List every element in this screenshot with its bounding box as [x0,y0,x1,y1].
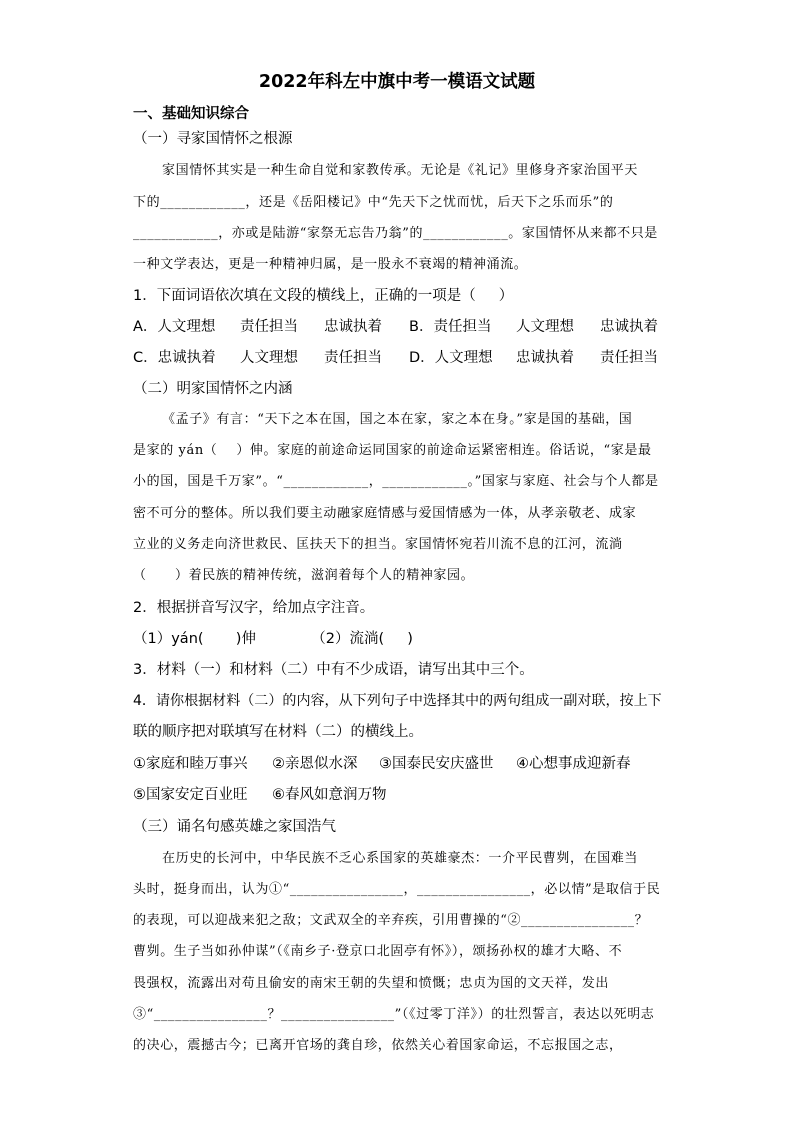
section-heading: 一、基础知识综合 [133,106,249,122]
question-3-stem: 3．材料（一）和材料（二）中有不少成语，请写出其中三个。 [133,662,534,678]
part1-heading: （一）寻家国情怀之根源 [133,131,293,147]
part2-line: （ ）着民族的精神传统，滋润着每个人的精神家园。 [133,568,475,583]
couplet-choice: ③国泰民安庆盛世 [379,756,494,772]
part3-line: 的表现，可以迎战来犯之敌；文武双全的辛弃疾，引用曹操的“②________________？ [133,913,649,928]
part1-line: 家国情怀其实是一种生命自觉和家教传承。无论是《礼记》里修身齐家治国平天 [162,163,639,178]
part3-heading: （三）诵名句感英雄之家国浩气 [133,819,336,835]
q1-option: 责任担当 [240,319,298,335]
part2-line: 《孟子》有言：“天下之本在国，国之本在家，家之本在身。”家是国的基础，国 [162,412,633,427]
q1-option: C．忠诚执着 [133,350,216,366]
part3-line: 的决心，震撼古今；已离开官场的龚自珍，依然关心着国家命运，不忘报国之志， [133,1038,623,1053]
part2-line: 是家的 yán（ ）伸。家庭的前途命运同国家的前途命运紧密相连。俗话说，“家是最 [133,443,652,458]
part2-line: 密不可分的整体。所以我们要主动融家庭情感与爱国情感为一体，从孝亲敬老、成家 [133,506,637,521]
couplet-choice: ②亲恩似水深 [272,756,358,772]
couplet-choice: ①家庭和睦万事兴 [133,756,248,772]
q1-option: B．责任担当 [409,319,492,335]
q1-option: 忠诚执着 [324,319,382,335]
q1-option: 责任担当 [600,350,658,366]
question-2-stem: 2．根据拼音写汉字，给加点字注音。 [133,600,375,616]
part3-line: 畏强权，流露出对苟且偷安的南宋王朝的失望和愤慨；忠贞为国的文天祥，发出 [133,976,610,991]
part3-line: 头时，挺身而出，认为①“________________，________________，必以情”是取信于民 [133,882,661,897]
q1-option: A．人文理想 [133,319,216,335]
page-title: 2022年科左中旗中考一模语文试题 [258,72,536,92]
part2-line: 小的国，国是千万家”。“____________，____________。”国家与家庭、社会与个人都是 [133,474,659,489]
part3-line: 曹刿。生子当如孙仲谋”（《南乡子·登京口北固亭有怀》），颂扬孙权的雄才大略、不 [133,944,623,959]
part3-line: 在历史的长河中，中华民族不乏心系国家的英雄豪杰：一介平民曹刿，在国难当 [162,851,639,866]
q1-option: D．人文理想 [409,350,493,366]
q1-option: 人文理想 [240,350,298,366]
part1-line: ____________，亦或是陆游“家祭无忘告乃翁”的____________。家国情怀从来都不只是 [133,226,658,241]
couplet-choice: ⑥春风如意润万物 [272,787,387,803]
part2-line: 立业的义务走向济世救民、匡扶天下的担当。家国情怀宛若川流不息的江河，流淌 [133,537,623,552]
couplet-choice: ④心想事成迎新春 [516,756,631,772]
part3-line: ③“________________？________________”（《过零丁洋》）的壮烈誓言，表达以死明志 [133,1007,655,1022]
q1-option: 忠诚执着 [600,319,658,335]
question-1-stem: 1．下面词语依次填在文段的横线上，正确的一项是（ ） [133,288,514,304]
question-4-stem: 4．请你根据材料（二）的内容，从下列句子中选择其中的两句组成一副对联，按上下 [133,693,662,709]
question-4-stem: 联的顺序把对联填写在材料（二）的横线上。 [133,724,423,740]
question-2-sub: （1）yán( )伸 （2）流淌( ) [133,631,413,647]
q1-option: 人文理想 [516,319,574,335]
q1-option: 忠诚执着 [516,350,574,366]
q1-option: 责任担当 [324,350,382,366]
couplet-choice: ⑤国家安定百业旺 [133,787,248,803]
part1-line: 一种文学表达，更是一种精神归属，是一股永不衰竭的精神涌流。 [133,257,528,272]
part1-line: 下的____________，还是《岳阳楼记》中“先天下之忧而忧，后天下之乐而乐”的 [133,195,614,210]
part2-heading: （二）明家国情怀之内涵 [133,381,293,397]
